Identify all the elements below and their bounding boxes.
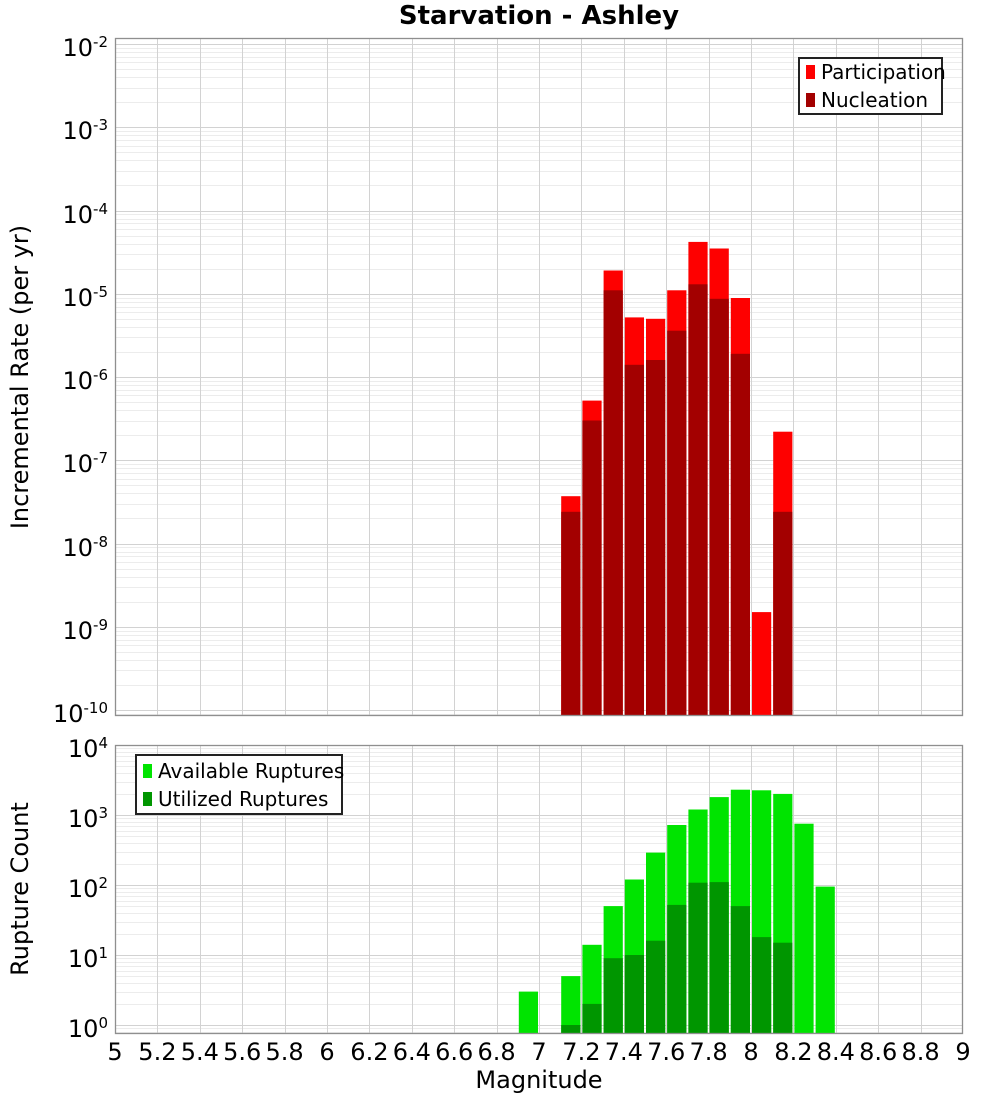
x-tick-label: 9 <box>955 1038 971 1066</box>
nucleation-swatch <box>806 93 815 107</box>
x-tick-label: 5.2 <box>138 1038 177 1066</box>
y-tick-label: $10^{-6}$ <box>62 366 108 395</box>
x-tick-label: 6.8 <box>477 1038 516 1066</box>
x-tick-label: 5 <box>107 1038 123 1066</box>
x-tick-label: 6.2 <box>350 1038 389 1066</box>
available-swatch <box>143 764 152 778</box>
y-axis-label-bottom: Rupture Count <box>6 802 34 976</box>
x-axis-label: Magnitude <box>475 1066 603 1094</box>
x-tick-label: 6 <box>319 1038 335 1066</box>
chart-title: Starvation - Ashley <box>398 1 680 31</box>
x-tick-label: 5.8 <box>265 1038 304 1066</box>
x-tick-label: 8.4 <box>816 1038 855 1066</box>
legend-item-nucleation <box>806 87 935 113</box>
x-tick-label: 8 <box>743 1038 759 1066</box>
y-tick-label: $10^{-3}$ <box>62 116 108 146</box>
legend-label-utilized: Utilized Ruptures <box>158 786 329 811</box>
utilized-swatch <box>143 792 152 806</box>
participation-swatch <box>806 65 815 79</box>
x-tick-label: 7.6 <box>647 1038 686 1066</box>
x-tick-label: 7.8 <box>689 1038 728 1066</box>
y-tick-label: $10^{-10}$ <box>52 699 108 728</box>
y-tick-label: $10^1$ <box>67 944 108 973</box>
x-tick-label: 5.6 <box>223 1038 262 1066</box>
legend-item-participation <box>806 59 946 85</box>
y-tick-label: $10^{-2}$ <box>62 33 108 62</box>
x-tick-label: 8.6 <box>859 1038 898 1066</box>
x-tick-label: 6.4 <box>392 1038 431 1066</box>
y-tick-label: $10^{-8}$ <box>62 532 108 562</box>
x-tick-label: 7.4 <box>604 1038 643 1066</box>
y-tick-label: $10^2$ <box>67 874 108 903</box>
x-tick-label: 5.4 <box>180 1038 219 1066</box>
legend-label-nucleation: Nucleation <box>821 88 929 112</box>
y-axis-label-top: Incremental Rate (per yr) <box>6 224 34 530</box>
y-tick-label: $10^{-4}$ <box>62 199 108 229</box>
legend-label-participation: Participation <box>821 60 946 84</box>
legend-item-available <box>143 758 345 784</box>
y-tick-label: $10^{-9}$ <box>62 615 108 645</box>
legend-bottom <box>135 754 343 815</box>
x-tick-label: 8.8 <box>901 1038 940 1066</box>
legend-label-available: Available Ruptures <box>158 758 345 783</box>
y-tick-label: $10^4$ <box>67 734 108 763</box>
legend-top <box>798 57 946 115</box>
y-tick-label: $10^3$ <box>67 804 108 833</box>
legend-item-utilized <box>143 786 335 812</box>
x-tick-label: 7.2 <box>562 1038 601 1066</box>
y-tick-label: $10^{-5}$ <box>62 282 108 312</box>
x-tick-label: 7 <box>531 1038 547 1066</box>
y-tick-label: $10^0$ <box>67 1014 108 1043</box>
y-tick-label: $10^{-7}$ <box>62 449 108 479</box>
x-tick-label: 8.2 <box>774 1038 813 1066</box>
x-tick-label: 6.6 <box>435 1038 474 1066</box>
